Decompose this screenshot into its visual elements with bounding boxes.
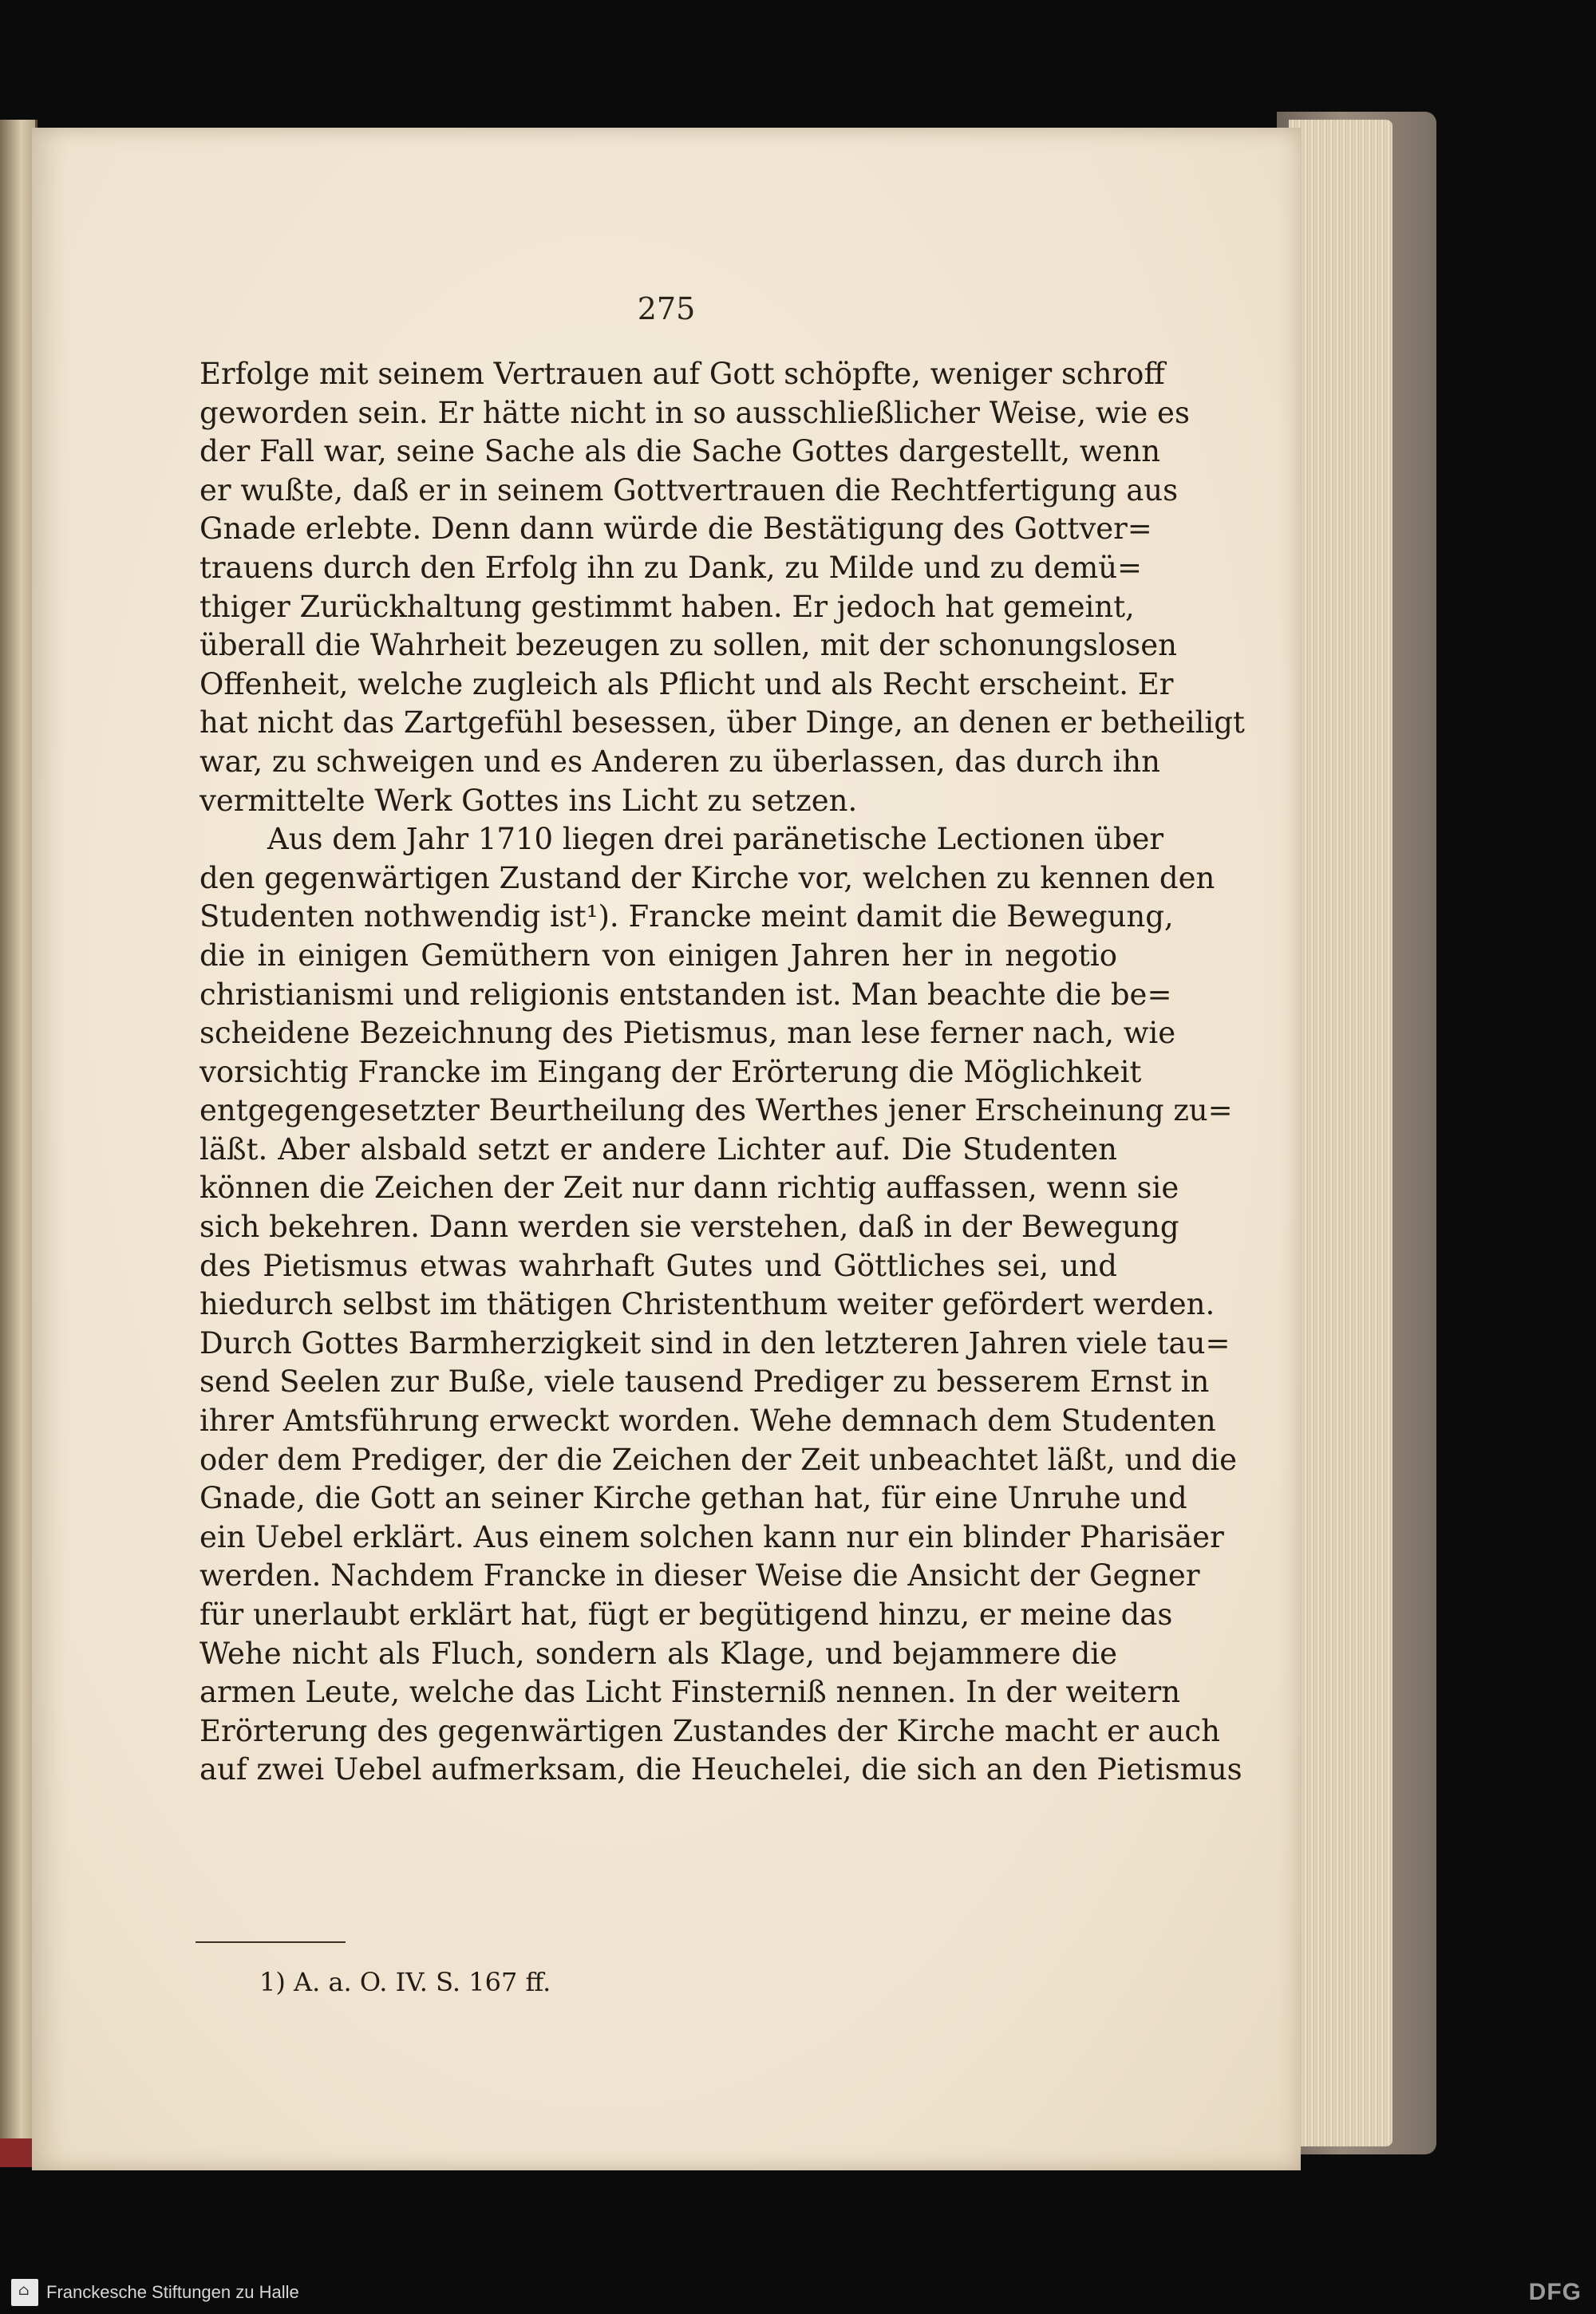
text-line: Studenten nothwendig ist¹). Francke meint damit die Bewegung, <box>200 899 1174 934</box>
footnote-rule <box>196 1941 346 1943</box>
text-line: den gegenwärtigen Zustand der Kirche vor, welchen zu kennen den <box>200 860 1215 895</box>
text-line: entgegengesetzter Beurtheilung des Werthes jener Erscheinung zu= <box>200 1093 1233 1128</box>
text-line: send Seelen zur Buße, viele tausend Prediger zu besserem Ernst in <box>200 1364 1210 1400</box>
text-line: Aus dem Jahr 1710 liegen drei paränetische Lectionen über <box>267 822 1164 857</box>
text-line: Erfolge mit seinem Vertrauen auf Gott schöpfte, weniger schroff <box>200 357 1165 391</box>
text-line: des Pietismus etwas wahrhaft Gutes und Göttliches sei, und <box>200 1248 1117 1283</box>
text-line: Erörterung des gegenwärtigen Zustandes der Kirche macht er auch <box>200 1713 1220 1748</box>
page-number: 275 <box>637 291 696 326</box>
text-line: vorsichtig Francke im Eingang der Erörterung die Möglichkeit <box>200 1054 1142 1089</box>
text-line: hiedurch selbst im thätigen Christenthum weiter gefördert werden. <box>200 1287 1215 1322</box>
body-text <box>200 355 1245 1790</box>
text-line: Offenheit, welche zugleich als Pflicht und als Recht erscheint. Er <box>200 666 1174 701</box>
text-line: Durch Gottes Barmherzigkeit sind in den letzteren Jahren viele tau= <box>200 1325 1231 1360</box>
text-line: oder dem Prediger, der die Zeichen der Zeit unbeachtet läßt, und die <box>200 1442 1238 1477</box>
text-line: er wußte, daß er in seinem Gottvertrauen die Rechtfertigung aus <box>200 472 1179 507</box>
text-line: Gnade, die Gott an seiner Kirche gethan hat, für eine Unruhe und <box>200 1481 1187 1516</box>
text-line: können die Zeichen der Zeit nur dann richtig auffassen, wenn sie <box>200 1171 1179 1206</box>
text-line: Gnade erlebte. Denn dann würde die Bestätigung des Gottver= <box>200 511 1152 547</box>
text-line: hat nicht das Zartgefühl besessen, über Dinge, an denen er betheiligt <box>200 705 1245 740</box>
text-line: der Fall war, seine Sache als die Sache Gottes dargestellt, wenn <box>200 434 1161 469</box>
institution-name: Franckesche Stiftungen zu Halle <box>46 2282 299 2302</box>
dfg-badge: DFG <box>1528 2279 1582 2305</box>
text-line: Wehe nicht als Fluch, sondern als Klage, und bejammere die <box>200 1636 1117 1671</box>
text-line: thiger Zurückhaltung gestimmt haben. Er jedoch hat gemeint, <box>200 589 1135 624</box>
text-line: armen Leute, welche das Licht Finsterniß nennen. In der weitern <box>200 1675 1181 1710</box>
text-line: war, zu schweigen und es Anderen zu überlassen, das durch ihn <box>200 744 1160 779</box>
text-line: geworden sein. Er hätte nicht in so ausschließlicher Weise, wie es <box>200 395 1190 430</box>
text-line: auf zwei Uebel aufmerksam, die Heuchelei, die sich an den Pietismus <box>200 1752 1242 1787</box>
institution-logo-icon: ⌂ <box>11 2279 38 2306</box>
text-line: für unerlaubt erklärt hat, fügt er begütigend hinzu, er meine das <box>200 1597 1173 1632</box>
text-line: werden. Nachdem Francke in dieser Weise die Ansicht der Gegner <box>200 1558 1200 1593</box>
text-line: christianismi und religionis entstanden ist. Man beachte die be= <box>200 977 1172 1012</box>
text-line: scheidene Bezeichnung des Pietismus, man lese ferner nach, wie <box>200 1016 1176 1051</box>
text-line: ein Uebel erklärt. Aus einem solchen kann nur ein blinder Pharisäer <box>200 1519 1224 1554</box>
page-fore-edge <box>1289 120 1393 2146</box>
text-line: überall die Wahrheit bezeugen zu sollen, mit der schonungslosen <box>200 628 1177 663</box>
text-line: trauens durch den Erfolg ihn zu Dank, zu Milde und zu demü= <box>200 550 1143 585</box>
footnote: 1) A. a. O. IV. S. 167 ff. <box>259 1967 551 1997</box>
text-line: vermittelte Werk Gottes ins Licht zu setzen. <box>200 783 858 818</box>
viewer-footer <box>0 2273 1596 2314</box>
book-page <box>32 128 1301 2170</box>
text-line: die in einigen Gemüthern von einigen Jahren her in negotio <box>200 938 1117 973</box>
text-line: ihrer Amtsführung erweckt worden. Wehe demnach dem Studenten <box>200 1404 1216 1439</box>
text-line: sich bekehren. Dann werden sie verstehen, daß in der Bewegung <box>200 1210 1179 1245</box>
text-line: läßt. Aber alsbald setzt er andere Lichter auf. Die Studenten <box>200 1131 1117 1167</box>
